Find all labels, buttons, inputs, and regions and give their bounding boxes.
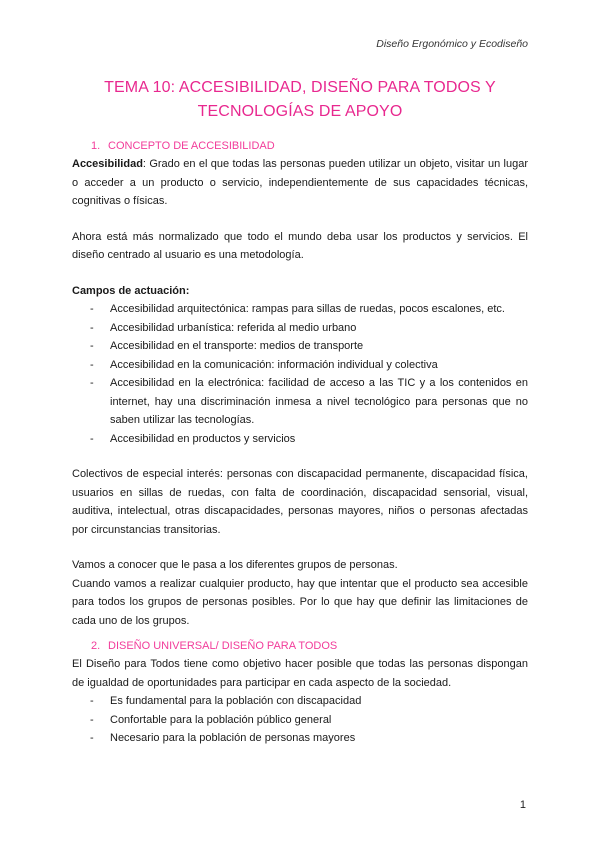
definition-term: Accesibilidad — [72, 158, 143, 170]
list-item: - Necesario para la población de personas mayores — [72, 729, 528, 748]
dash-bullet: - — [90, 340, 94, 352]
section-1-title: CONCEPTO DE ACCESIBILIDAD — [108, 140, 275, 152]
list-item: - Confortable para la población público general — [72, 711, 528, 730]
dash-bullet: - — [90, 303, 94, 315]
dash-bullet: - — [90, 432, 94, 445]
section-2-heading — [72, 638, 528, 655]
paragraph-diseno-para-todos: El Diseño para Todos tiene como objetivo hacer posible que todas las personas dispongan de igualdad de oportunidades para participar en cada aspecto de la sociedad. — [72, 658, 528, 689]
page-number: 1 — [519, 799, 526, 811]
dash-bullet: - — [90, 377, 94, 389]
paragraph-vamos: Vamos a conocer que le pasa a los diferentes grupos de personas. — [72, 559, 398, 571]
list-item: - Accesibilidad en la comunicación: información individual y colectiva — [72, 356, 528, 375]
section-2-title: DISEÑO UNIVERSAL/ DISEÑO PARA TODOS — [108, 640, 338, 652]
paragraph-cuando: Cuando vamos a realizar cualquier producto, hay que intentar que el producto sea accesible para todos los grupos de personas posibles. Por lo que hay que definir las limitaciones de cada uno de los grupos. — [72, 577, 528, 627]
campos-label: Campos de actuación: — [72, 284, 190, 297]
campos-list — [72, 300, 528, 448]
paragraph-normalizado: Ahora está más normalizado que todo el mundo deba usar los productos y servicios. El diseño centrado al usuario es una metodología. — [72, 230, 528, 261]
list-item: - Accesibilidad en el transporte: medios de transporte — [72, 337, 528, 356]
section-1-heading — [72, 138, 528, 155]
dash-bullet: - — [90, 358, 94, 371]
list-item: - Accesibilidad en productos y servicios — [72, 430, 528, 449]
section-1-number: 1. — [91, 140, 101, 152]
running-header: Diseño Ergonómico y Ecodiseño — [376, 38, 528, 50]
list-item: - Es fundamental para la población con discapacidad — [72, 692, 528, 711]
list-item: - Accesibilidad urbanística: referida al medio urbano — [72, 319, 528, 338]
paragraph-colectivos: Colectivos de especial interés: personas con discapacidad permanente, discapacidad física, usuarios en sillas de ruedas, con falta de coordinación, discapacidad sensorial, visual, auditiva, intelectual, otras discapacidades, personas mayores, niños o personas afectadas por circunstancias transitorias. — [72, 468, 528, 536]
definition-paragraph — [72, 155, 528, 211]
list-item: - Accesibilidad en la electrónica: facilidad de acceso a las TIC y a los contenidos en internet, hay una discriminación inmesa a nivel tecnológico para personas que no saben utilizar las tecnologías. — [72, 374, 528, 430]
dash-bullet: - — [90, 695, 94, 707]
title-line-2: TECNOLOGÍAS DE APOYO — [197, 103, 403, 120]
document-body — [72, 138, 528, 748]
definition-text: : Grado en el que todas las personas pueden utilizar un objeto, visitar un lugar o acceder a un producto o servicio, independientemente de sus capacidades técnicas, cognitivas o físicas. — [72, 158, 528, 207]
title-line-1: TEMA 10: ACCESIBILIDAD, DISEÑO PARA TODOS Y — [104, 79, 496, 96]
list-item: - Accesibilidad arquitectónica: rampas para sillas de ruedas, pocos escalones, etc. — [72, 300, 528, 319]
dash-bullet: - — [90, 732, 94, 744]
dash-bullet: - — [90, 321, 94, 334]
page-title — [72, 76, 528, 124]
diseno-list — [72, 692, 528, 748]
dash-bullet: - — [90, 713, 94, 726]
section-2-number: 2. — [91, 640, 101, 652]
